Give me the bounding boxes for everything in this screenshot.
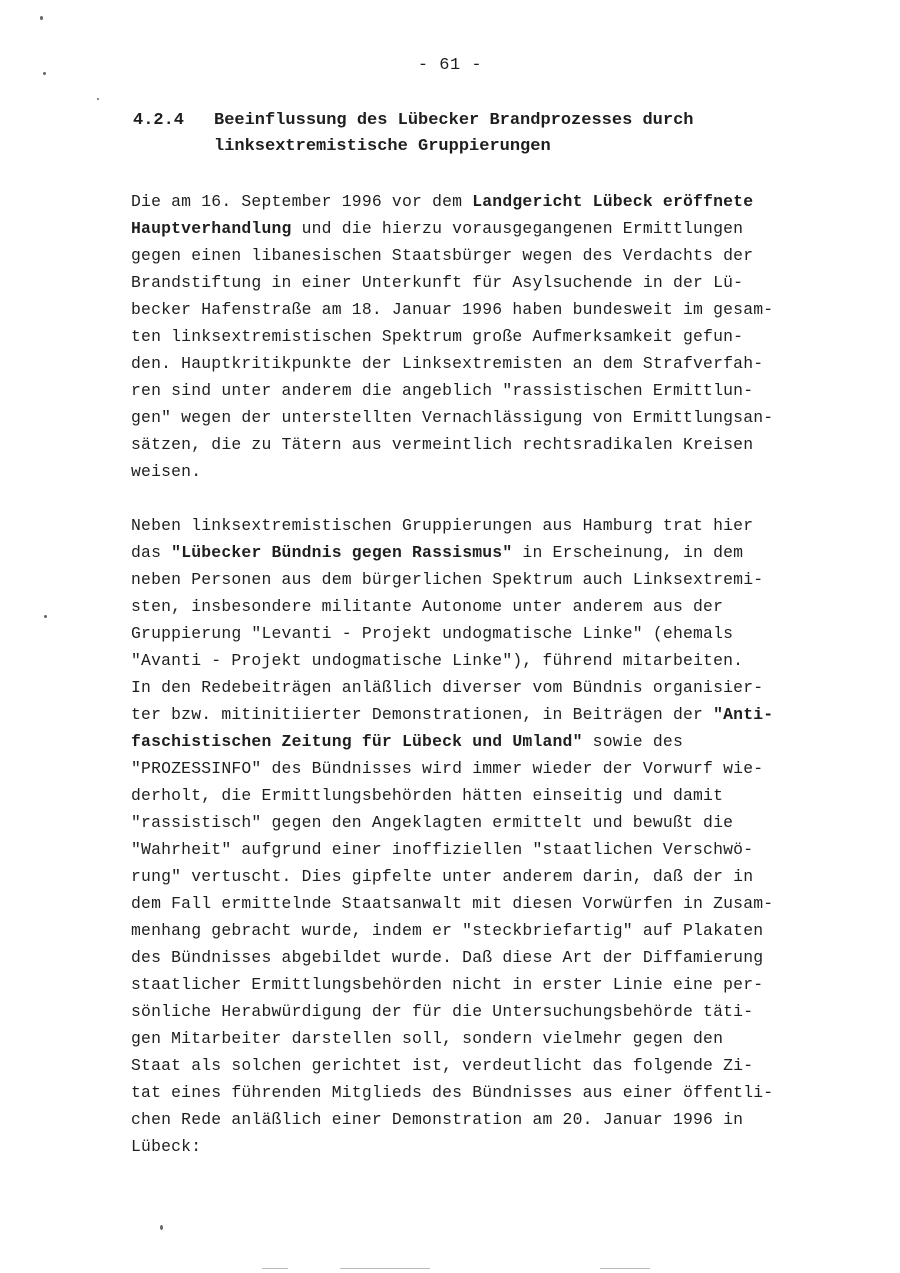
text-segment: neben Personen aus dem bürgerlichen Spektrum auch Linksextremi-: [131, 570, 764, 589]
text-segment: gen" wegen der unterstellten Vernachlässigung von Ermittlungsan-: [131, 408, 774, 427]
bold-text: Landgericht Lübeck eröffnete: [472, 192, 754, 211]
text-line: [131, 674, 871, 701]
text-segment: ten linksextremistischen Spektrum große Aufmerksamkeit gefun-: [131, 327, 744, 346]
text-segment: gen Mitarbeiter darstellen soll, sondern vielmehr gegen den: [131, 1029, 724, 1048]
text-segment: tat eines führenden Mitglieds des Bündnisses aus einer öffentli-: [131, 1083, 774, 1102]
text-segment: "Wahrheit" aufgrund einer inoffiziellen "staatlichen Verschwö-: [131, 840, 754, 859]
text-segment: In den Redebeiträgen anläßlich diverser vom Bündnis organisier-: [131, 678, 764, 697]
scan-speck: [44, 615, 47, 618]
text-segment: und die hierzu vorausgegangenen Ermittlungen: [291, 219, 744, 238]
text-segment: derholt, die Ermittlungsbehörden hätten einseitig und damit: [131, 786, 724, 805]
text-line: [131, 917, 871, 944]
page-number: - 61 -: [417, 56, 483, 75]
text-line: [131, 215, 871, 242]
text-segment: "PROZESSINFO" des Bündnisses wird immer wieder der Vorwurf wie-: [131, 759, 764, 778]
text-line: [131, 242, 871, 269]
text-segment: Staat als solchen gerichtet ist, verdeutlicht das folgende Zi-: [131, 1056, 754, 1075]
text-line: [131, 809, 871, 836]
text-segment: weisen.: [131, 462, 202, 481]
scan-line: [600, 1268, 650, 1269]
text-line: [131, 404, 871, 431]
text-line: [131, 620, 871, 647]
text-line: [131, 188, 871, 215]
scan-line: [340, 1268, 430, 1269]
text-segment: dem Fall ermittelnde Staatsanwalt mit diesen Vorwürfen in Zusam-: [131, 894, 774, 913]
text-line: [131, 1052, 871, 1079]
text-segment: in Erscheinung, in dem: [512, 543, 744, 562]
text-segment: menhang gebracht wurde, indem er "steckbriefartig" auf Plakaten: [131, 921, 764, 940]
text-line: [131, 1079, 871, 1106]
text-line: [131, 944, 871, 971]
text-line: [131, 512, 871, 539]
text-line: [131, 593, 871, 620]
text-line: [131, 1106, 871, 1133]
text-line: [131, 782, 871, 809]
text-segment: ter bzw. mitinitiierter Demonstrationen, in Beiträgen der: [131, 705, 714, 724]
text-segment: sowie des: [582, 732, 683, 751]
paragraph-2: [131, 512, 871, 1160]
text-line: [131, 539, 871, 566]
text-segment: Gruppierung "Levanti - Projekt undogmatische Linke" (ehemals: [131, 624, 734, 643]
bold-text: "Anti-: [713, 705, 774, 724]
scan-speck: [43, 72, 46, 75]
text-segment: sönliche Herabwürdigung der für die Untersuchungsbehörde täti-: [131, 1002, 754, 1021]
text-line: [131, 377, 871, 404]
text-line: [131, 728, 871, 755]
text-line: [131, 890, 871, 917]
text-line: [131, 971, 871, 998]
bold-text: faschistischen Zeitung für Lübeck und Umland": [131, 732, 583, 751]
text-segment: Lübeck:: [131, 1137, 202, 1156]
text-segment: gegen einen libanesischen Staatsbürger wegen des Verdachts der: [131, 246, 754, 265]
text-line: [131, 1025, 871, 1052]
text-line: [131, 998, 871, 1025]
text-line: [131, 269, 871, 296]
text-segment: das: [131, 543, 172, 562]
bold-text: Hauptverhandlung: [131, 219, 292, 238]
section-heading: [133, 108, 813, 160]
text-line: [131, 836, 871, 863]
text-segment: sten, insbesondere militante Autonome unter anderem aus der: [131, 597, 724, 616]
text-line: [131, 755, 871, 782]
text-segment: rung" vertuscht. Dies gipfelte unter anderem darin, daß der in: [131, 867, 754, 886]
text-line: [131, 566, 871, 593]
text-segment: des Bündnisses abgebildet wurde. Daß diese Art der Diffamierung: [131, 948, 764, 967]
section-number: 4.2.4: [133, 111, 185, 130]
section-title-line-1: Beeinflussung des Lübecker Brandprozesses durch: [214, 111, 694, 130]
text-segment: den. Hauptkritikpunkte der Linksextremisten an dem Strafverfah-: [131, 354, 764, 373]
scan-speck: [40, 16, 43, 20]
text-segment: ren sind unter anderem die angeblich "rassistischen Ermittlun-: [131, 381, 754, 400]
text-segment: "Avanti - Projekt undogmatische Linke"), führend mitarbeiten.: [131, 651, 744, 670]
scan-speck: [160, 1225, 163, 1230]
text-segment: "rassistisch" gegen den Angeklagten ermittelt und bewußt die: [131, 813, 734, 832]
text-line: [131, 350, 871, 377]
text-line: [131, 863, 871, 890]
text-segment: Die am 16. September 1996 vor dem: [131, 192, 473, 211]
text-line: [131, 296, 871, 323]
paragraph-1: [131, 188, 871, 485]
text-segment: Brandstiftung in einer Unterkunft für Asylsuchende in der Lü-: [131, 273, 744, 292]
text-segment: chen Rede anläßlich einer Demonstration am 20. Januar 1996 in: [131, 1110, 744, 1129]
text-segment: becker Hafenstraße am 18. Januar 1996 haben bundesweit im gesam-: [131, 300, 774, 319]
text-line: [131, 458, 871, 485]
text-line: [131, 701, 871, 728]
bold-text: "Lübecker Bündnis gegen Rassismus": [171, 543, 513, 562]
text-line: [131, 323, 871, 350]
text-line: [131, 431, 871, 458]
text-segment: staatlicher Ermittlungsbehörden nicht in erster Linie eine per-: [131, 975, 764, 994]
text-line: [131, 1133, 871, 1160]
scan-speck: [97, 98, 99, 100]
section-title-line-2: linksextremistische Gruppierungen: [214, 137, 551, 156]
text-segment: Neben linksextremistischen Gruppierungen aus Hamburg trat hier: [131, 516, 754, 535]
text-line: [131, 647, 871, 674]
scan-line: [262, 1268, 288, 1269]
text-segment: sätzen, die zu Tätern aus vermeintlich rechtsradikalen Kreisen: [131, 435, 754, 454]
